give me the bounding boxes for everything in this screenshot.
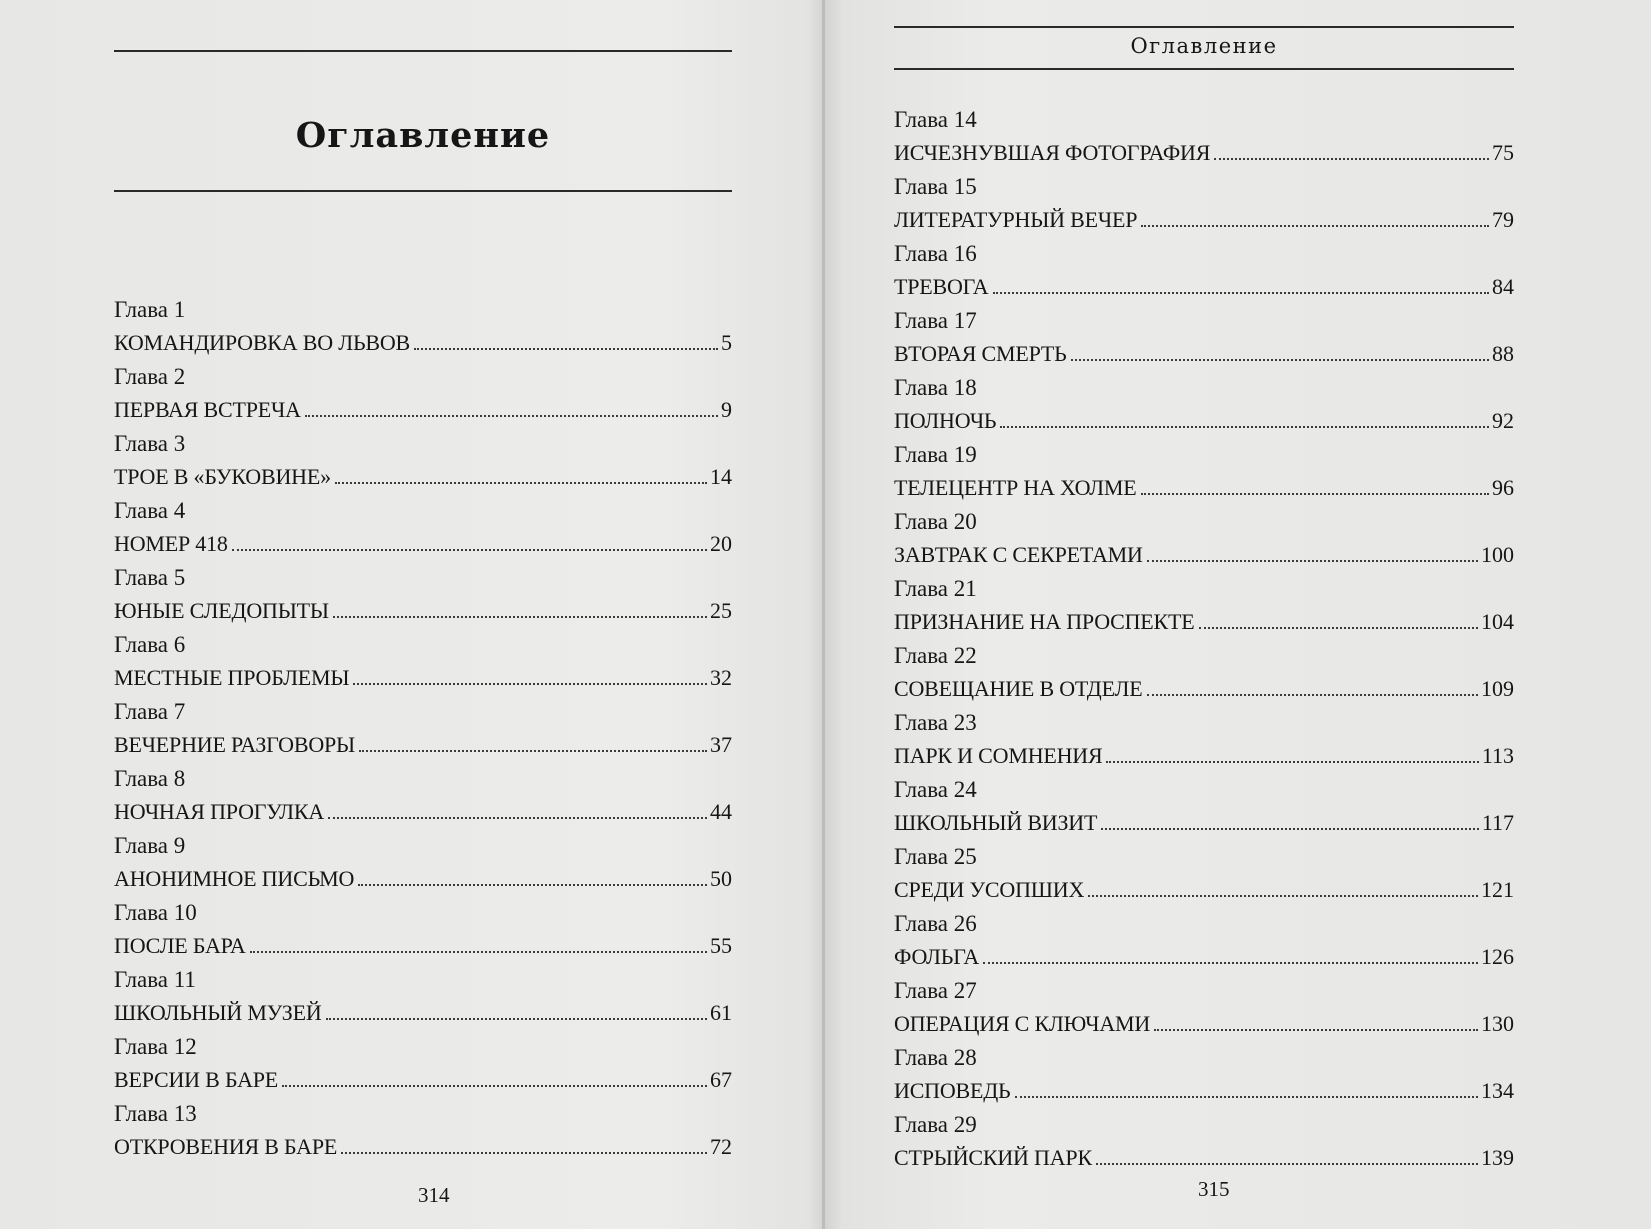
chapter-line (114, 527, 732, 560)
chapter-label: Глава 25 (894, 844, 977, 869)
dot-leader (232, 549, 707, 551)
chapter-page-number: 134 (1481, 1078, 1514, 1103)
running-head-rule (894, 68, 1514, 70)
chapter-title: МЕСТНЫЕ ПРОБЛЕМЫ (114, 665, 350, 690)
chapter-line (114, 1130, 732, 1163)
chapter-title: ОПЕРАЦИЯ С КЛЮЧАМИ (894, 1011, 1151, 1036)
dot-leader (1147, 694, 1479, 696)
chapter-label: Глава 23 (894, 710, 977, 735)
chapter-title: НОЧНАЯ ПРОГУЛКА (114, 799, 325, 824)
chapter-title: ПЕРВАЯ ВСТРЕЧА (114, 397, 301, 422)
toc-entry (894, 238, 1514, 305)
toc-entry (894, 104, 1514, 171)
dot-leader (1141, 225, 1489, 227)
dot-leader (1106, 761, 1478, 763)
toc-entry (894, 707, 1514, 774)
running-head: Оглавление (1130, 34, 1278, 58)
toc-entry (114, 964, 732, 1031)
dot-leader (359, 750, 707, 752)
chapter-label: Глава 14 (894, 107, 977, 132)
chapter-title: НОМЕР 418 (114, 531, 228, 556)
dot-leader (250, 951, 707, 953)
chapter-title: ЮНЫЕ СЛЕДОПЫТЫ (114, 598, 329, 623)
toc-entry (114, 361, 732, 428)
chapter-page-number: 55 (710, 933, 732, 958)
chapter-label: Глава 4 (114, 498, 186, 523)
chapter-label: Глава 17 (894, 308, 977, 333)
toc-entry (894, 1109, 1514, 1176)
table-of-contents-right (894, 104, 1514, 1176)
chapter-line (114, 996, 732, 1029)
top-rule (894, 26, 1514, 28)
dot-leader (1015, 1096, 1479, 1098)
book-gutter (822, 0, 825, 1229)
chapter-page-number: 96 (1492, 475, 1514, 500)
chapter-page-number: 44 (710, 799, 732, 824)
toc-entry (894, 841, 1514, 908)
chapter-line (114, 326, 732, 359)
toc-entry (894, 372, 1514, 439)
chapter-page-number: 84 (1492, 274, 1514, 299)
chapter-page-number: 113 (1481, 743, 1514, 768)
page-number: 315 (1198, 1177, 1230, 1201)
chapter-label: Глава 16 (894, 241, 977, 266)
chapter-page-number: 117 (1481, 810, 1514, 835)
chapter-label: Глава 8 (114, 766, 186, 791)
chapter-line (114, 795, 732, 828)
toc-entry (894, 975, 1514, 1042)
chapter-title: ЗАВТРАК С СЕКРЕТАМИ (894, 542, 1143, 567)
chapter-label: Глава 2 (114, 364, 186, 389)
toc-entry (894, 573, 1514, 640)
chapter-title: ШКОЛЬНЫЙ ВИЗИТ (894, 810, 1098, 835)
chapter-title: ВЕРСИИ В БАРЕ (114, 1067, 279, 1092)
chapter-line (894, 940, 1514, 973)
dot-leader (414, 348, 718, 350)
chapter-line (894, 270, 1514, 303)
chapter-title: ФОЛЬГА (894, 944, 980, 969)
toc-entry (894, 774, 1514, 841)
right-page (894, 0, 1514, 1229)
chapter-line (894, 136, 1514, 169)
dot-leader (1141, 493, 1490, 495)
chapter-line (114, 728, 732, 761)
dot-leader (341, 1152, 707, 1154)
chapter-title: ШКОЛЬНЫЙ МУЗЕЙ (114, 1000, 322, 1025)
toc-entry (894, 908, 1514, 975)
dot-leader (1071, 359, 1489, 361)
toc-entry (894, 171, 1514, 238)
toc-entry (114, 763, 732, 830)
chapter-line (114, 661, 732, 694)
dot-leader (358, 884, 707, 886)
toc-entry (114, 830, 732, 897)
toc-entry (894, 506, 1514, 573)
chapter-line (894, 538, 1514, 571)
toc-entry (114, 294, 732, 361)
toc-entry (114, 1031, 732, 1098)
dot-leader (353, 683, 707, 685)
table-of-contents-left (114, 294, 732, 1165)
chapter-page-number: 37 (710, 732, 732, 757)
chapter-title: ВЕЧЕРНИЕ РАЗГОВОРЫ (114, 732, 356, 757)
chapter-label: Глава 24 (894, 777, 977, 802)
chapter-title: ПОЛНОЧЬ (894, 408, 997, 433)
chapter-line (114, 393, 732, 426)
chapter-title: ПРИЗНАНИЕ НА ПРОСПЕКТЕ (894, 609, 1195, 634)
dot-leader (1154, 1029, 1478, 1031)
chapter-title: ОТКРОВЕНИЯ В БАРЕ (114, 1134, 338, 1159)
dot-leader (326, 1018, 707, 1020)
chapter-page-number: 130 (1481, 1011, 1514, 1036)
toc-entry (114, 495, 732, 562)
chapter-line (894, 337, 1514, 370)
chapter-label: Глава 7 (114, 699, 186, 724)
chapter-label: Глава 28 (894, 1045, 977, 1070)
chapter-line (894, 739, 1514, 772)
chapter-title: ВТОРАЯ СМЕРТЬ (894, 341, 1067, 366)
page-title: Оглавление (295, 115, 551, 157)
dot-leader (993, 292, 1490, 294)
dot-leader (1199, 627, 1479, 629)
chapter-page-number: 88 (1492, 341, 1514, 366)
chapter-title: ЛИТЕРАТУРНЫЙ ВЕЧЕР (894, 207, 1138, 232)
toc-entry (114, 696, 732, 763)
dot-leader (282, 1085, 707, 1087)
chapter-page-number: 100 (1481, 542, 1514, 567)
chapter-line (894, 605, 1514, 638)
chapter-line (114, 862, 732, 895)
toc-entry (894, 439, 1514, 506)
chapter-title: ПОСЛЕ БАРА (114, 933, 246, 958)
chapter-title: АНОНИМНОЕ ПИСЬМО (114, 866, 355, 891)
toc-entry (894, 305, 1514, 372)
chapter-page-number: 79 (1492, 207, 1514, 232)
chapter-label: Глава 10 (114, 900, 197, 925)
chapter-line (894, 873, 1514, 906)
chapter-label: Глава 12 (114, 1034, 197, 1059)
chapter-page-number: 14 (710, 464, 732, 489)
left-page (114, 0, 732, 1229)
toc-entry (114, 562, 732, 629)
chapter-line (894, 806, 1514, 839)
chapter-page-number: 9 (721, 397, 732, 422)
dot-leader (1147, 560, 1478, 562)
toc-entry (114, 1098, 732, 1165)
chapter-line (114, 460, 732, 493)
chapter-label: Глава 15 (894, 174, 977, 199)
chapter-label: Глава 13 (114, 1101, 197, 1126)
chapter-page-number: 75 (1492, 140, 1514, 165)
toc-entry (114, 428, 732, 495)
chapter-line (894, 672, 1514, 705)
chapter-label: Глава 21 (894, 576, 977, 601)
chapter-label: Глава 11 (114, 967, 196, 992)
chapter-label: Глава 6 (114, 632, 186, 657)
dot-leader (1214, 158, 1489, 160)
chapter-page-number: 104 (1481, 609, 1514, 634)
chapter-line (894, 471, 1514, 504)
chapter-page-number: 32 (710, 665, 732, 690)
title-rule (114, 190, 732, 192)
chapter-label: Глава 3 (114, 431, 186, 456)
chapter-page-number: 139 (1481, 1145, 1514, 1170)
chapter-page-number: 121 (1481, 877, 1514, 902)
toc-entry (114, 897, 732, 964)
chapter-page-number: 61 (710, 1000, 732, 1025)
dot-leader (1088, 895, 1478, 897)
dot-leader (335, 482, 707, 484)
chapter-page-number: 92 (1492, 408, 1514, 433)
chapter-title: ПАРК И СОМНЕНИЯ (894, 743, 1103, 768)
chapter-label: Глава 19 (894, 442, 977, 467)
chapter-label: Глава 27 (894, 978, 977, 1003)
chapter-line (114, 1063, 732, 1096)
chapter-label: Глава 5 (114, 565, 186, 590)
chapter-title: СОВЕЩАНИЕ В ОТДЕЛЕ (894, 676, 1143, 701)
chapter-label: Глава 20 (894, 509, 977, 534)
chapter-title: КОМАНДИРОВКА ВО ЛЬВОВ (114, 330, 411, 355)
chapter-label: Глава 1 (114, 297, 186, 322)
dot-leader (333, 616, 707, 618)
dot-leader (1096, 1163, 1478, 1165)
chapter-label: Глава 29 (894, 1112, 977, 1137)
top-rule (114, 50, 732, 52)
dot-leader (1101, 828, 1479, 830)
chapter-line (894, 1141, 1514, 1174)
chapter-line (894, 404, 1514, 437)
chapter-label: Глава 9 (114, 833, 186, 858)
toc-entry (894, 1042, 1514, 1109)
toc-entry (114, 629, 732, 696)
dot-leader (1000, 426, 1489, 428)
chapter-line (894, 203, 1514, 236)
chapter-page-number: 126 (1481, 944, 1514, 969)
chapter-page-number: 109 (1481, 676, 1514, 701)
chapter-label: Глава 22 (894, 643, 977, 668)
chapter-title: СРЕДИ УСОПШИХ (894, 877, 1085, 902)
chapter-line (894, 1074, 1514, 1107)
chapter-title: ИСПОВЕДЬ (894, 1078, 1011, 1103)
chapter-page-number: 72 (710, 1134, 732, 1159)
chapter-label: Глава 18 (894, 375, 977, 400)
chapter-line (114, 594, 732, 627)
chapter-title: ТРЕВОГА (894, 274, 989, 299)
chapter-line (114, 929, 732, 962)
chapter-page-number: 5 (721, 330, 732, 355)
chapter-title: ТЕЛЕЦЕНТР НА ХОЛМЕ (894, 475, 1137, 500)
dot-leader (328, 817, 707, 819)
chapter-title: ТРОЕ В «БУКОВИНЕ» (114, 464, 331, 489)
chapter-line (894, 1007, 1514, 1040)
chapter-title: ИСЧЕЗНУВШАЯ ФОТОГРАФИЯ (894, 140, 1211, 165)
toc-entry (894, 640, 1514, 707)
chapter-label: Глава 26 (894, 911, 977, 936)
chapter-title: СТРЫЙСКИЙ ПАРК (894, 1145, 1092, 1170)
chapter-page-number: 20 (710, 531, 732, 556)
page-number: 314 (418, 1183, 450, 1207)
chapter-page-number: 67 (710, 1067, 732, 1092)
chapter-page-number: 25 (710, 598, 732, 623)
dot-leader (983, 962, 1478, 964)
chapter-page-number: 50 (710, 866, 732, 891)
dot-leader (305, 415, 718, 417)
